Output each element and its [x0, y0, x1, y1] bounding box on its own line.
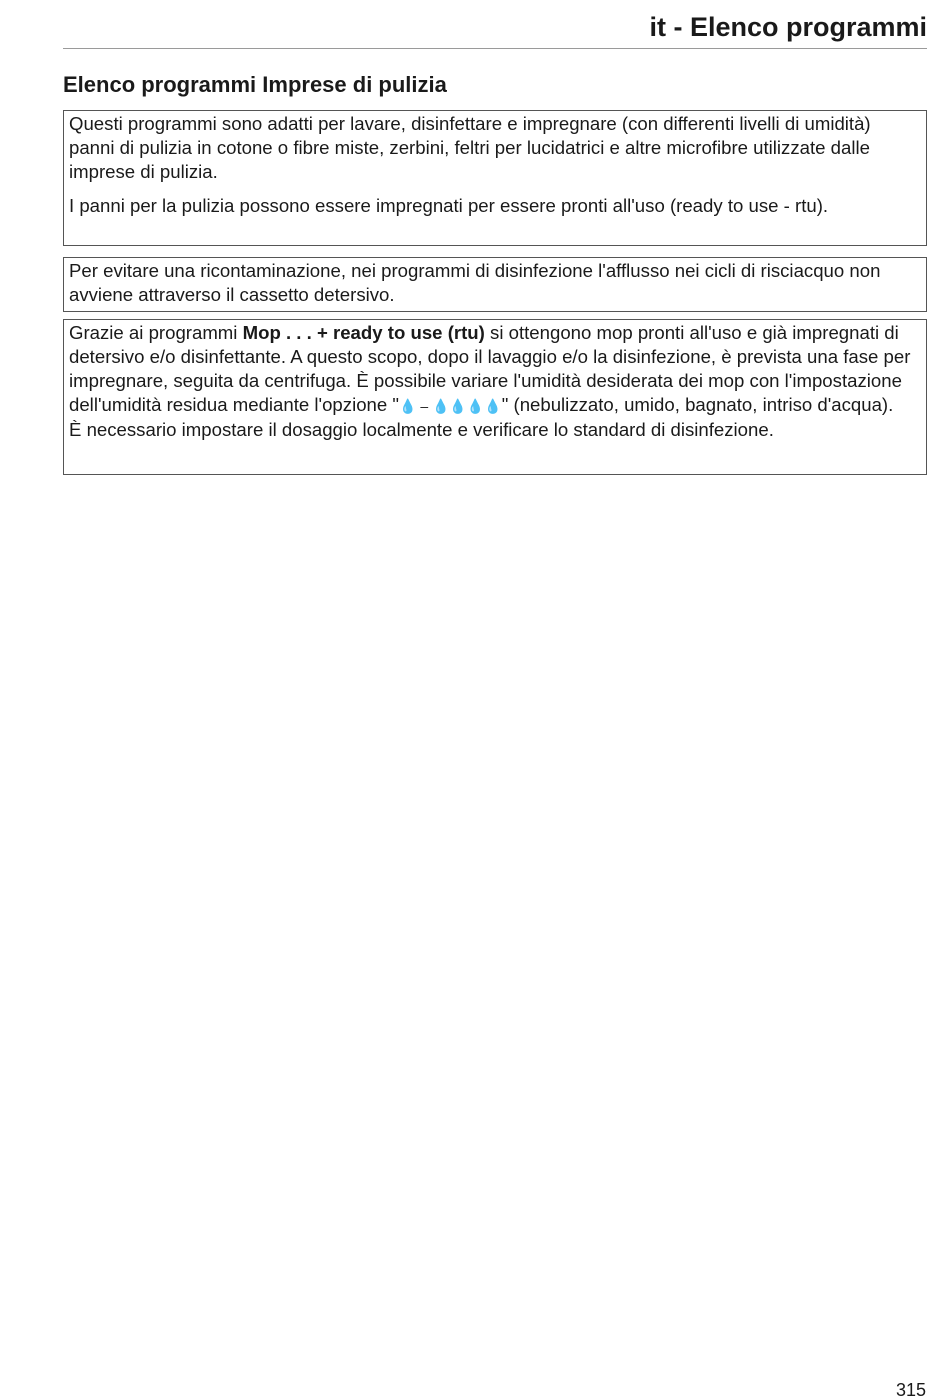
mop-box: [63, 319, 927, 475]
mop-rest-text: si ottengono mop pronti all'uso e già impregnati di detersivo e/o disinfettante. A questo scopo, dopo il lavaggio e/o la disinfezione, è prevista una fase per impregnare, seguita da centrifuga. È possibile variare l'umidità desiderata dei mop con l'impostazione dell'umidità residua mediante l'opzione ": [69, 322, 911, 415]
mop-option-explanation: " (nebulizzato, umido, bagnato, intriso d'acqua).: [501, 394, 894, 415]
moisture-option-icons: 💧 – 💧💧💧💧: [399, 398, 502, 414]
page-number: 315: [895, 1380, 926, 1400]
running-header: [63, 0, 927, 49]
intro-box: [63, 110, 927, 246]
mop-paragraph: [69, 321, 921, 418]
recontamination-box: [63, 257, 927, 312]
running-header-title: it - Elenco programmi: [649, 12, 927, 42]
recontamination-paragraph: Per evitare una ricontaminazione, nei programmi di disinfezione l'afflusso nei cicli di risciacquo non avviene attraverso il cassetto detersivo.: [69, 260, 881, 305]
mop-lead-text: Grazie ai programmi: [69, 322, 243, 343]
mop-program-name: Mop . . . + ready to use (rtu): [242, 322, 485, 343]
intro-paragraph: Questi programmi sono adatti per lavare, disinfettare e impregnare (con differenti livelli di umidità) panni di pulizia in cotone o fibre miste, zerbini, feltri per lucidatrici e altre microfibre utilizzate dalle imprese di pulizia.: [69, 113, 871, 182]
rtu-paragraph: I panni per la pulizia possono essere impregnati per essere pronti all'uso (ready to use - rtu).: [69, 195, 829, 216]
dosage-paragraph: È necessario impostare il dosaggio localmente e verificare lo standard di disinfezione.: [69, 419, 774, 440]
section-title: Elenco programmi Imprese di pulizia: [63, 72, 447, 97]
